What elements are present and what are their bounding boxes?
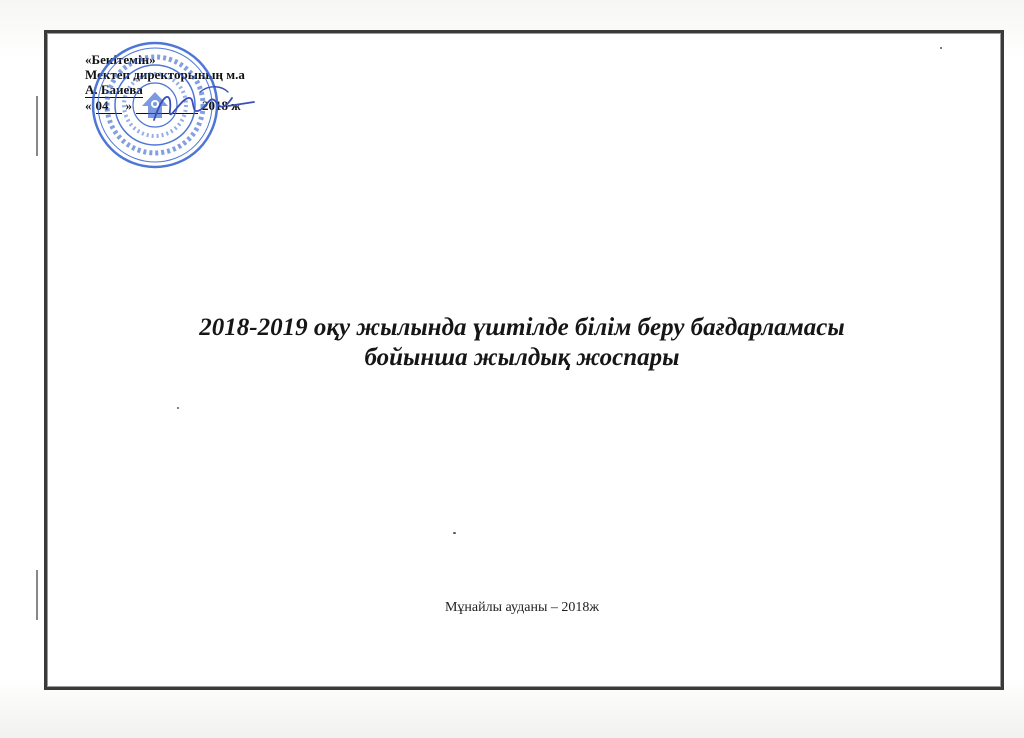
place-and-year: Мұнайлы ауданы – 2018ж — [444, 600, 600, 615]
date-close-quote: » — [125, 98, 132, 113]
date-year: 2018 ж — [202, 98, 241, 113]
approval-position: Мектеп директорының м.а — [85, 67, 245, 82]
binding-mark-top — [36, 96, 38, 156]
document-title-line-2: бойынша жылдық жоспары — [364, 344, 680, 371]
date-day: 04 — [96, 98, 122, 114]
date-open-quote: « — [85, 98, 92, 113]
approval-name-text: А. Баиева — [85, 82, 143, 97]
binding-mark-bottom — [36, 570, 38, 620]
scan-speck — [453, 532, 456, 534]
scan-speck — [177, 407, 179, 409]
document-title-line-1: 2018-2019 оқу жылында үштілде білім беру бағдарламасы — [199, 314, 845, 341]
scan-speck — [940, 47, 942, 49]
approval-heading: «Бекітемін» — [85, 52, 156, 67]
document-title — [60, 313, 984, 373]
signature-icon — [150, 80, 260, 130]
